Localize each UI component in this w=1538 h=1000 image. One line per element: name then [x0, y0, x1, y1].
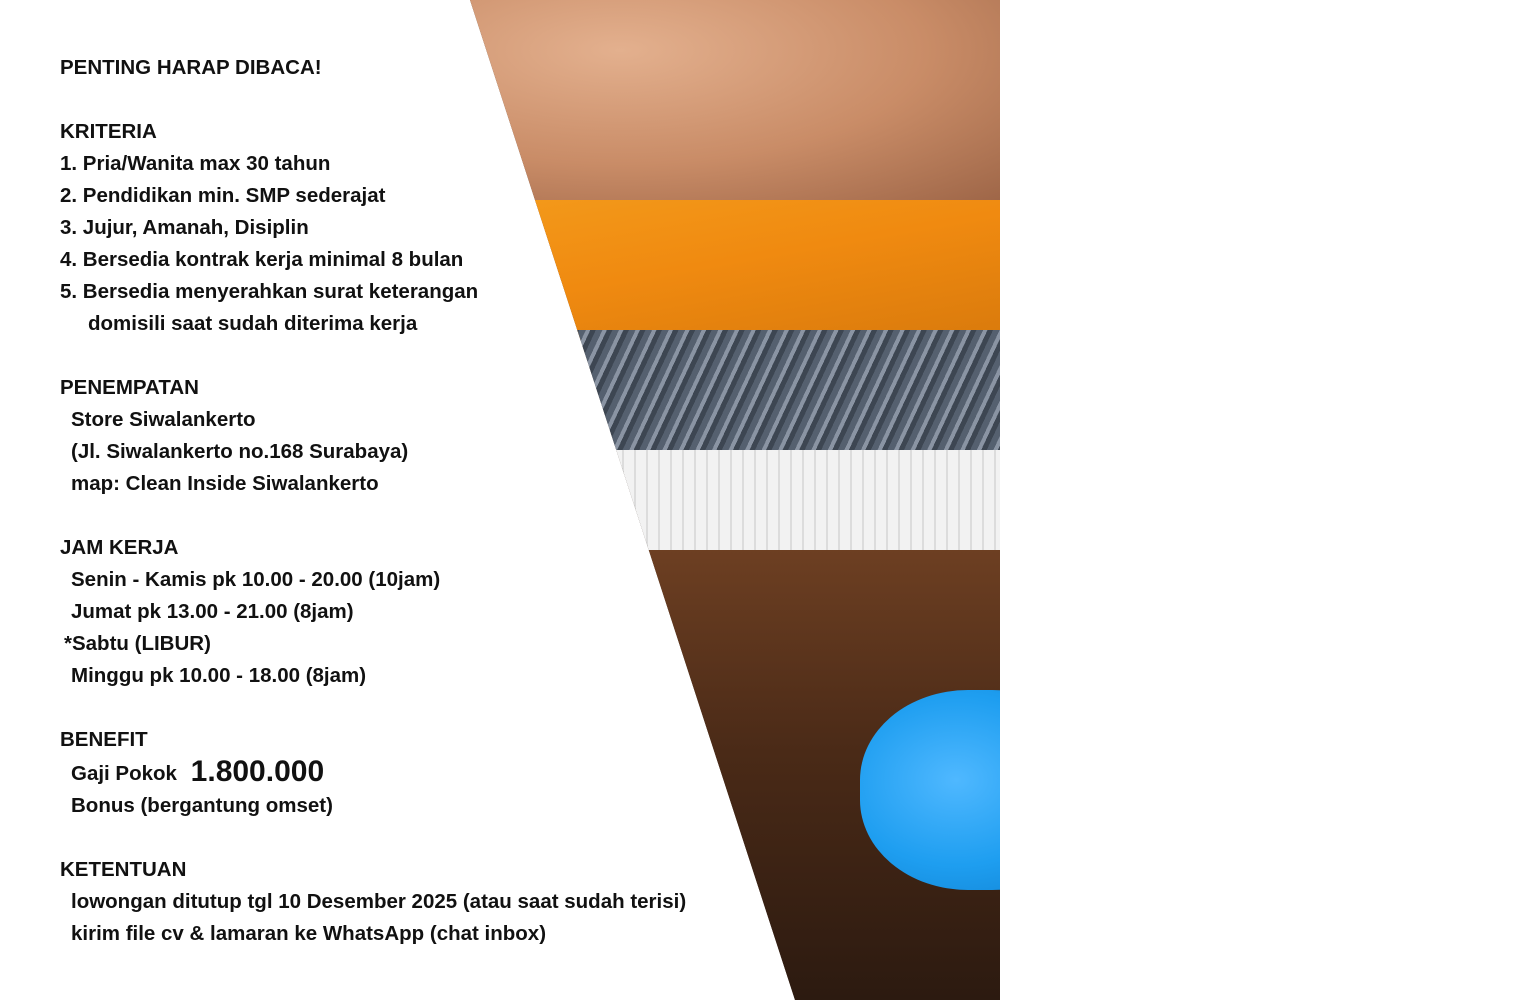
benefit-heading: BENEFIT [60, 728, 148, 751]
headline-main: Dibutuhkan [1424, 48, 1538, 701]
salary-label: Gaji Pokok [71, 762, 177, 785]
kriteria-item: 2. Pendidikan min. SMP sederajat [60, 184, 386, 207]
salary-value: 1.800.000 [190, 755, 325, 788]
ketentuan-heading: KETENTUAN [60, 858, 187, 881]
jam-kerja-line: Jumat pk 13.00 - 21.00 (8jam) [71, 600, 354, 623]
kriteria-item: 3. Jujur, Amanah, Disiplin [60, 216, 309, 239]
salary-row [60, 756, 800, 790]
blue-brush-shape [860, 690, 1100, 890]
headline-sub: Karyawan Cuci Sepatu [1374, 58, 1432, 621]
notice-heading: PENTING HARAP DIBACA! [60, 56, 322, 79]
bonus-line: Bonus (bergantung omset) [71, 794, 333, 817]
info-column [60, 52, 800, 950]
kriteria-item: 5. Bersedia menyerahkan surat keterangan [60, 280, 479, 303]
jam-kerja-line: Senin - Kamis pk 10.00 - 20.00 (10jam) [71, 568, 441, 591]
penempatan-line: Store Siwalankerto [71, 408, 256, 431]
kriteria-item-continuation: domisili saat sudah diterima kerja [88, 312, 418, 335]
jam-kerja-line: *Sabtu (LIBUR) [64, 632, 211, 655]
jam-kerja-heading: JAM KERJA [60, 536, 179, 559]
ketentuan-line: kirim file cv & lamaran ke WhatsApp (chat inbox) [71, 922, 547, 945]
kriteria-item: 1. Pria/Wanita max 30 tahun [60, 152, 331, 175]
penempatan-line: map: Clean Inside Siwalankerto [71, 472, 379, 495]
ketentuan-line: lowongan ditutup tgl 10 Desember 2025 (atau saat sudah terisi) [71, 890, 687, 913]
penempatan-line: (Jl. Siwalankerto no.168 Surabaya) [71, 440, 409, 463]
kriteria-heading: KRITERIA [60, 120, 157, 143]
penempatan-heading: PENEMPATAN [60, 376, 199, 399]
kriteria-item: 4. Bersedia kontrak kerja minimal 8 bulan [60, 248, 464, 271]
jam-kerja-line: Minggu pk 10.00 - 18.00 (8jam) [71, 664, 367, 687]
